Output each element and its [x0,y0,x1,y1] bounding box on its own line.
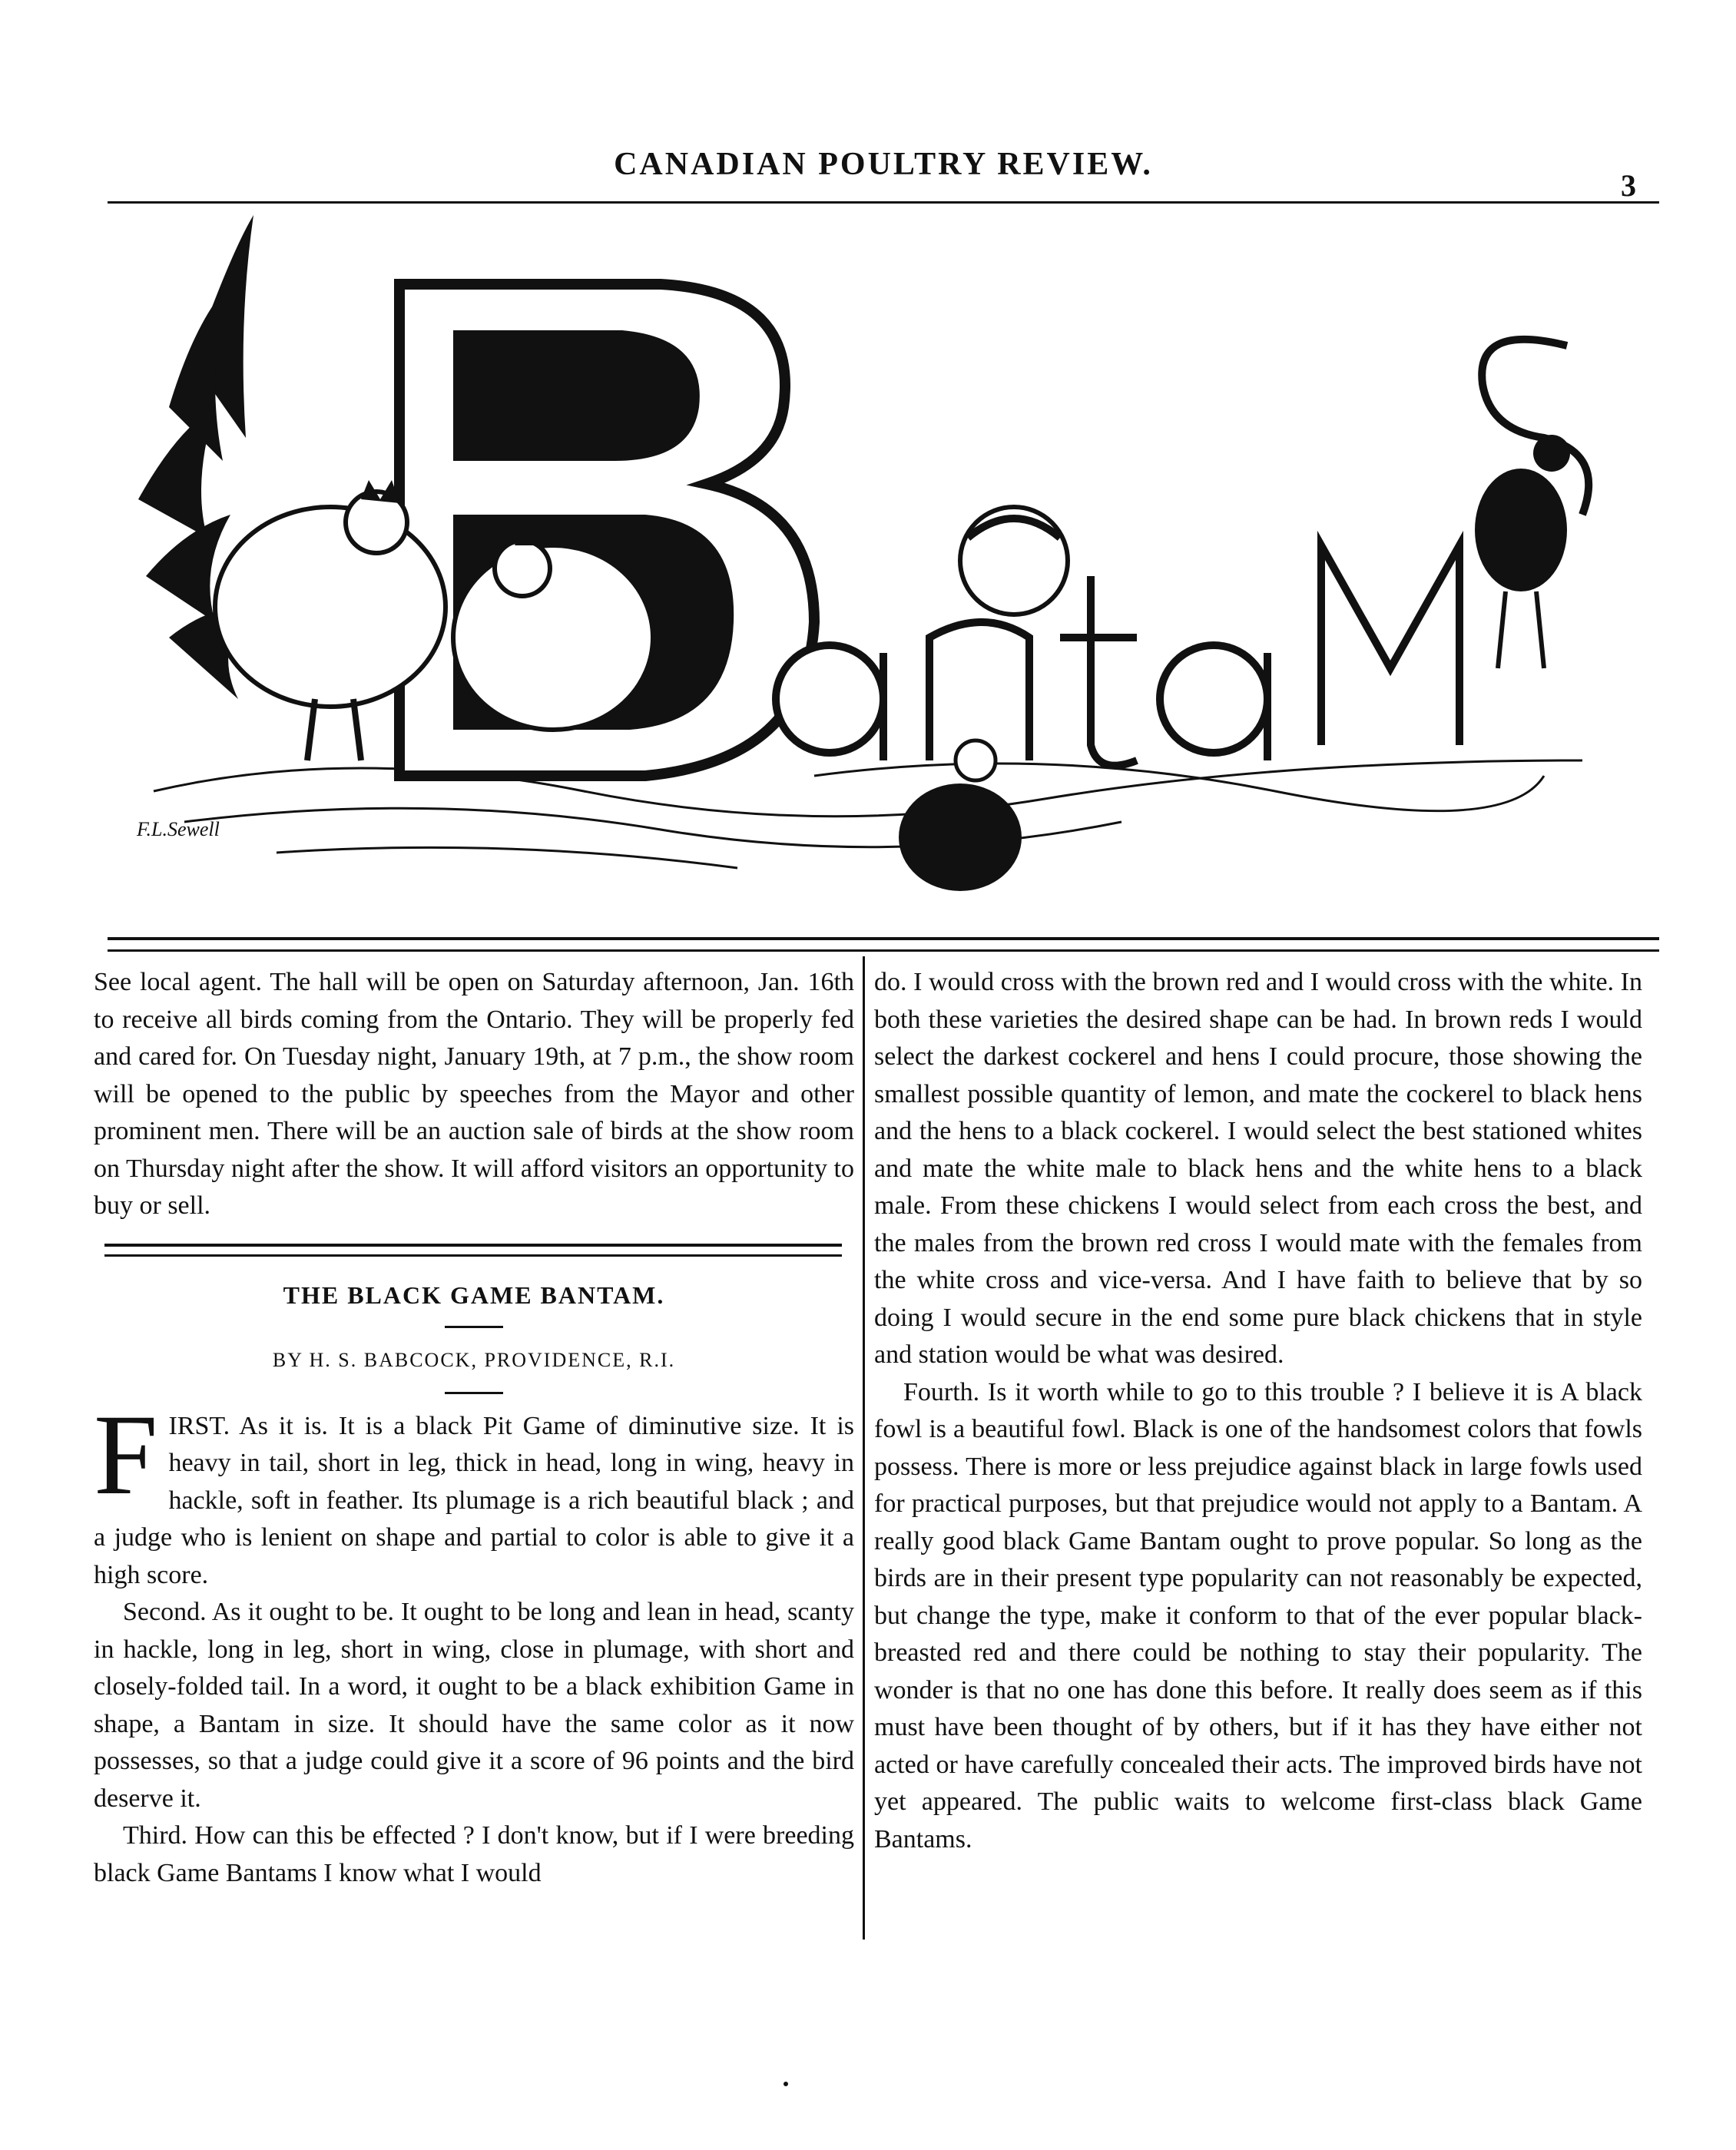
third-paragraph: Third. How can this be effected ? I don't know, but if I were breeding black Game Bantams I know what I would [94,1821,854,1887]
page-number: 3 [1621,168,1636,203]
fluffy-bantam-center [960,507,1068,615]
left-column [94,964,854,1892]
artist-signature: F.L.Sewell [137,818,220,840]
right-column [874,964,1642,1858]
article-title: THE BLACK GAME BANTAM. [283,1280,665,1309]
intro-paragraph: See local agent. The hall will be open on Saturday afternoon, Jan. 16th to receive all birds coming from the Ontario. They will be properly fed and cared for. On Tuesday night, January 19th, at 7 p.m., the show room will be opened to the public by speeches from the Mayor and other prominent men. There will be an auction sale of birds at the show room on Thursday night after the show. It will afford visitors an opportunity to buy or sell. [94,968,854,1220]
column-rule [863,956,865,1940]
title-rule [445,1326,503,1328]
fourth-paragraph: Fourth. Is it worth while to go to this trouble ? I believe it is A black fowl is a beautiful fowl. Black is one of the handsomest colors that fowls possess. There is more or less prejudice against black in large fowls used for practical purposes, but that prejudice would not apply to a Bantam. A really good black Game Bantam ought to prove popular. So long as the birds are in their present type popularity can not reasonably be expected, but change the type, make it conform to that of the ever popular black-breasted red and there could be nothing to stay their popularity. The wonder is that no one has done this before. It really does seem as if this must have been thought of by others, but if it has they have either not acted or have carefully concealed their acts. The improved birds have not yet appeared. The public waits to welcome first-class black Game Bantams. [874,1377,1642,1854]
byline-rule [445,1392,503,1394]
bantams-illustration [123,207,1628,922]
masthead-title: CANADIAN POULTRY REVIEW. [614,147,1153,182]
section-divider [108,937,1659,952]
masthead [108,115,1659,211]
ground-hatching [154,760,1582,868]
byline: BY H. S. BABCOCK, PROVIDENCE, R.I. [272,1349,676,1371]
page-dot [784,2082,788,2086]
first-section [94,1390,854,1595]
second-paragraph: Second. As it ought to be. It ought to be long and lean in head, scanty in hackle, long in leg, short in wing, close in plumage, with short and closely-folded tail. In a word, it ought to be a black exhibition Game in shape, a Bantam in size. It should have the same color as it now possesses, so that a judge could give it a score of 96 points and the bird deserve it. [94,1598,854,1813]
cross-breeding-paragraph: do. I would cross with the brown red and I would cross with the white. In both these varieties the desired shape can be had. In brown reds I would select the darkest cockerel and hens I could procure, those showing the smallest possible quantity of lemon, and mate the cockerel to black hens and the hens to a black cockerel. I would select the best stationed whites and mate the white male to black hens and the white hens to a black male. From these chickens I would select from each cross the best, and the males from the brown red cross I would mate with the females from the white cross and vice-versa. And I have faith to believe that by so doing I would secure in the end some pure black chickens that in style and station would be what was desired. [874,968,1642,1369]
first-paragraph: IRST. As it is. It is a black Pit Game of diminutive size. It is heavy in tail, short in leg, thick in head, long in wing, heavy in hackle, soft in feather. Its plumage is a rich beautiful black ; and a judge who is lenient on shape and partial to color is able to give it a high score. [94,1411,854,1589]
game-bantam-right [1475,435,1570,668]
header-rule [108,201,1659,204]
article-separator [104,1244,842,1257]
drop-cap: F [94,1390,158,1519]
bantams-engraving [123,207,1628,922]
letters-antams [776,340,1589,766]
